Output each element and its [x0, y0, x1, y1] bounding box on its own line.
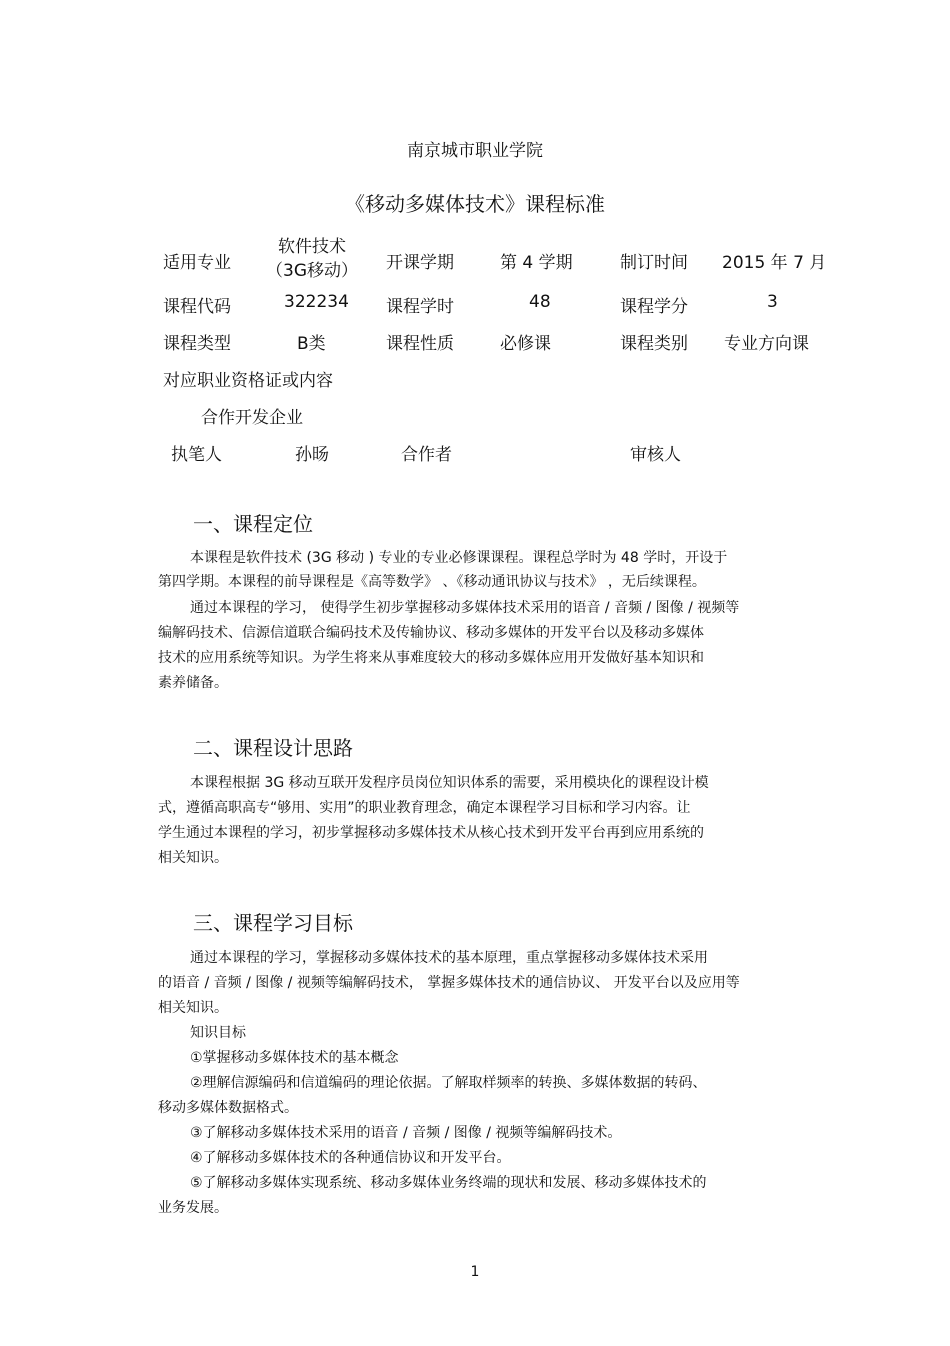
paragraph-line: 学生通过本课程的学习，初步掌握移动多媒体技术从核心技术到开发平台再到应用系统的: [158, 825, 704, 841]
paragraph-line: 技术的应用系统等知识。为学生将来从事难度较大的移动多媒体应用开发做好基本知识和: [158, 650, 704, 666]
paragraph-line: 本课程是软件技术 (3G 移动 ) 专业的专业必修课课程。课程总学时为 48 学时，开设于: [190, 550, 728, 566]
value-author: 孙旸: [295, 445, 329, 465]
value-nature: 必修课: [500, 334, 551, 354]
value-major-line2: （3G移动）: [266, 261, 358, 281]
subheading-knowledge-goals: 知识目标: [190, 1025, 246, 1041]
label-semester: 开课学期: [386, 253, 454, 273]
value-hours: 48: [529, 292, 551, 312]
label-major: 适用专业: [163, 253, 231, 273]
value-major: [266, 235, 358, 283]
value-semester: 第 4 学期: [500, 253, 573, 273]
list-item: ③了解移动多媒体技术采用的语音 / 音频 / 图像 / 视频等编解码技术。: [190, 1125, 622, 1141]
value-date: 2015 年 7 月: [722, 253, 827, 273]
list-item: ②理解信源编码和信道编码的理论依据。了解取样频率的转换、多媒体数据的转码、: [190, 1075, 707, 1091]
label-code: 课程代码: [163, 297, 231, 317]
paragraph-line: 相关知识。: [158, 1000, 228, 1016]
paragraph-line: 相关知识。: [158, 850, 228, 866]
section-heading-objectives: 三、课程学习目标: [193, 911, 353, 935]
label-hours: 课程学时: [386, 297, 454, 317]
paragraph-line: 的语音 / 音频 / 图像 / 视频等编解码技术， 掌握多媒体技术的通信协议、 开发平台以及应用等: [158, 975, 740, 991]
label-partner: 合作开发企业: [201, 408, 303, 428]
value-type: B类: [297, 334, 326, 354]
label-reviewer: 审核人: [630, 445, 681, 465]
list-item-continuation: 移动多媒体数据格式。: [158, 1100, 298, 1116]
label-type: 课程类型: [163, 334, 231, 354]
paragraph-line: 通过本课程的学习，掌握移动多媒体技术的基本原理，重点掌握移动多媒体技术采用: [190, 950, 708, 966]
label-nature: 课程性质: [386, 334, 454, 354]
page-number: 1: [470, 1264, 480, 1280]
value-code: 322234: [284, 292, 349, 312]
label-category: 课程类别: [620, 334, 688, 354]
paragraph-line: 编解码技术、信源信道联合编码技术及传输协议、移动多媒体的开发平台以及移动多媒体: [158, 625, 704, 641]
paragraph-line: 第四学期。本课程的前导课程是《高等数学》 、《移动通讯协议与技术》 ，无后续课程。: [158, 574, 706, 590]
section-heading-design: 二、课程设计思路: [193, 736, 353, 760]
label-collaborator: 合作者: [401, 445, 452, 465]
paragraph-line: 通过本课程的学习， 使得学生初步掌握移动多媒体技术采用的语音 / 音频 / 图像 / 视频等: [190, 600, 740, 616]
paragraph-line: 本课程根据 3G 移动互联开发程序员岗位知识体系的需要，采用模块化的课程设计模: [190, 775, 709, 791]
paragraph-line: 素养储备。: [158, 675, 228, 691]
label-certificate: 对应职业资格证或内容: [163, 371, 333, 391]
label-credits: 课程学分: [620, 297, 688, 317]
value-major-line1: 软件技术: [278, 237, 346, 257]
document-title: 《移动多媒体技术》课程标准: [345, 192, 605, 216]
label-author: 执笔人: [171, 445, 222, 465]
label-date: 制订时间: [620, 253, 688, 273]
list-item: ④了解移动多媒体技术的各种通信协议和开发平台。: [190, 1150, 511, 1166]
list-item: ①掌握移动多媒体技术的基本概念: [190, 1050, 399, 1066]
list-item: ⑤了解移动多媒体实现系统、移动多媒体业务终端的现状和发展、移动多媒体技术的: [190, 1175, 707, 1191]
list-item-continuation: 业务发展。: [158, 1200, 228, 1216]
value-category: 专业方向课: [724, 334, 809, 354]
paragraph-line: 式，遵循高职高专“够用、实用”的职业教育理念，确定本课程学习目标和学习内容。让: [158, 800, 691, 816]
section-heading-positioning: 一、课程定位: [193, 512, 313, 536]
value-credits: 3: [767, 292, 778, 312]
school-name: 南京城市职业学院: [407, 141, 543, 161]
